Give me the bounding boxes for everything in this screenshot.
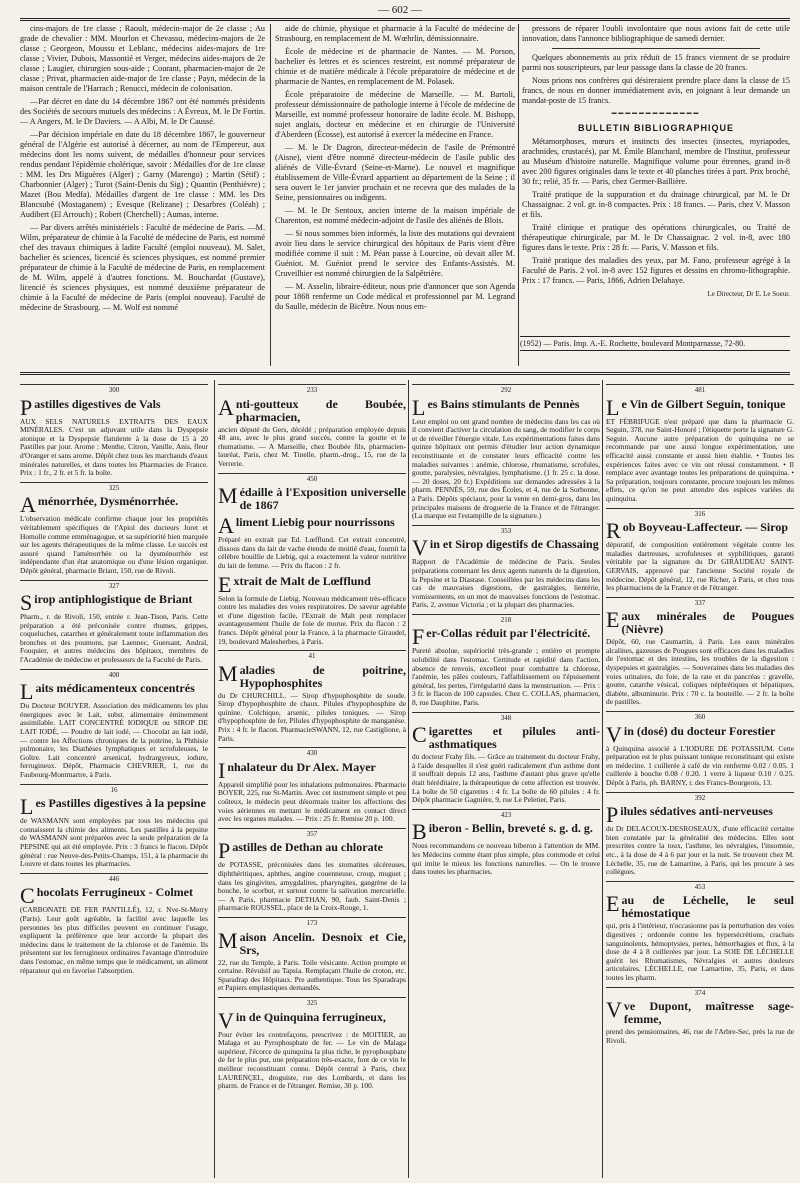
ad-body: de POTASSE, préconisées dans les stomatites ulcéreuses, diphthéritiques, aphthes, angine couenneuse, croup, muguet ; dans les gingivites, amygdalites, pharyngites, gangrène de la bouche, le scorbut, et surtout contre la salivation mercurielle. — A Paris, pharmacie DETHAN, 90, faub. Saint-Denis ; pharmacie ROUSSEL, place de la Croix-Rouge, 1. xyxy=(218,860,406,913)
ad-number: 446 xyxy=(20,873,208,884)
advertisement xyxy=(20,482,208,576)
bibliography-title: BULLETIN BIBLIOGRAPHIQUE xyxy=(578,123,734,133)
ad-body: de WASMANN sont employées par tous les médecins qui connaissent la chimie des aliments. Les pastilles à la pepsine de WASMANN sont préparées avec la seule préparation de la PEPSINE qui ait été employée. Prix : 3 francs le flacon. Dépôt général : rue Neuve-des-Petits-Champs, 151, à la pharmacie du Louvre et dans toutes les pharmacies. xyxy=(20,816,208,869)
ad-number: 316 xyxy=(606,508,794,519)
ad-heading: Extrait de Malt de Lœfflund xyxy=(218,571,371,597)
advertisement xyxy=(218,997,406,1091)
paragraph: — Si nous sommes bien informés, la liste des mutations qui devraient avoir lieu dans le service chirurgical des hôpitaux de Paris vient d'être modifiée comme il suit : M. Péan passe à Lourcine, où devait aller M. Guéniot. M. Guéniot prend le service des Enfants-Assistés. M. Cruveilhier est nommé chirurgien de la Salpêtrière. xyxy=(275,229,515,278)
ad-column-2 xyxy=(218,382,406,1177)
ad-heading: Pilules sédatives anti-nerveuses xyxy=(606,802,773,828)
ad-body: 22, rue du Temple, à Paris. Toile vésicante. Action prompte et certaine. Révulsif au Tapsia. Remplaçant l'huile de croton, etc. Sparadrap des Hôpitaux. Pre authentique. Tous les Sparadraps et Papiers emplastiques demandés. xyxy=(218,957,406,993)
separator xyxy=(552,48,760,49)
ad-body: Pureté absolue, supériorité très-grande ; entière et prompte solubilité dans l'estomac. Certitude et rapidité dans l'action, absence de renvois, excellent pour combattre la chlorose, l'anémie, les pâles couleurs, l'affaiblissement ou l'épuisement général, les pertes, l'irrégularité dans la menstruation. — Prix : 3 fr. le flacon de 100 capsules. Chez C. COLLAS, pharmacien, 8, rue Dauphine, Paris. xyxy=(412,646,600,708)
ad-heading: Inhalateur du Dr Alex. Mayer xyxy=(218,757,376,783)
ad-body: Leur emploi ou ont grand nombre de médecins dans les cas où il convient d'activer la circulation du sang, de modifier le corps et de réveiller l'énergie vitale. Les expérimentations faites dans quinze hôpitaux ont permis d'étudier leur action dynamique reconstituante et de constater leurs efficacité contre les maladies suivantes : anémie, chlorose, rhumatisme, scrofules, goutte, paralysies, névralgies, lymphatisme. (1 fr. 25 c. la dose. — 20 doses, 20 fr.) Expéditions sur demandes adressées à la pharm. PENNÈS, 59, rue des Écoles, et 4, rue de la Sorbonne, à Paris. Dépôts spéciaux, pour la vente en demi-gros, dans les principales maisons de droguerie de la France et de l'étranger. (La marque est l'estampille de la signature.) xyxy=(412,416,600,521)
ad-number: 292 xyxy=(412,384,600,395)
paragraph: Quelques abonnements au prix réduit de 15 francs viennent de se produire parmi nos souscripteurs, par leur passage dans la classe de 20 francs. xyxy=(522,53,790,72)
advertisement xyxy=(20,384,208,478)
ad-heading: Chocolats Ferrugineux - Colmet xyxy=(20,883,193,909)
advertisement xyxy=(20,669,208,780)
advertisement xyxy=(412,384,600,521)
advertisement xyxy=(218,650,406,743)
ad-heading: Cigarettes et pilules anti-asthmatiques xyxy=(412,722,600,752)
ad-body: L'observation médicale confirme chaque jour les propriétés véritablement spécifiques de l'Apiol des docteurs Joret et Homolle comme emménagogue, et sa supériorité bien marquée sur les agents thérapeutiques de la même classe. Le succès est assuré quand l'aménorrhée ou la dysménorrhée est indépendante d'un état anatomique ou d'une lésion organique. Dépôt général, pharmacie Briant, 150, rue de Rivoli. xyxy=(20,514,208,575)
paragraph: cins-majors de 1re classe ; Raoult, médecin-major de 2e classe ; Au grade de chevalier : MM. Mourlon et Chevassu, médecins-majors de 2e classe ; Georgeon, Moussu et Leblanc, médecins aides-majors de 1re classe ; Vivier, Dubois, Massontié et Verger, médecins aides-majors de 2e classe ; Laugier, chirurgien sous-aide ; Courant, pharmacien-major de 2e classe ; Privat, pharmacien aide-major de 1re classe ; Payn, médecin de la maison centrale de l'Harrach ; Renucci, médecin de colonisation. xyxy=(20,24,265,93)
ad-column-4 xyxy=(606,382,794,1177)
advertisement xyxy=(218,384,406,469)
ad-number: 353 xyxy=(412,525,600,536)
ad-number: 218 xyxy=(412,614,600,625)
ad-body: ancien député du Gers, décédé ; préparation employée depuis 48 ans, avec le plus grand succès, contre la goutte et le rhumatisme. — A Marseille, chez Boubée fils, pharmacien-lauréat, Paris, chez M. Tinelle, pharm.-drog., 15, rue de la Verrerie. xyxy=(218,424,406,468)
ad-number: 360 xyxy=(606,711,794,722)
ad-number: 327 xyxy=(20,580,208,591)
ad-heading: Vve Dupont, maîtresse sage-femme, xyxy=(606,997,794,1027)
ad-number: 16 xyxy=(20,784,208,795)
article-column-1 xyxy=(20,24,265,366)
ad-heading: Les Bains stimulants de Pennès xyxy=(412,394,580,420)
page-number: — 602 — xyxy=(378,4,422,16)
ad-number: 173 xyxy=(218,917,406,928)
ad-body: du Dr CHURCHILL. — Sirop d'hypophosphite de soude. Sirop d'hypophosphite de chaux. Pilules d'hypophosphite de quinine. Colchique, arsenic, pilules toniques. — Sirop d'hypophosphite de fer, Pilules d'hypophosphite de manganèse. Prix : 4 fr. le flacon. PharmacieSWANN, 12, rue Castiglione, à Paris. xyxy=(218,690,406,743)
ad-column-3 xyxy=(412,382,600,1177)
ad-body: Du Docteur BOUYER. Association des médicaments les plus énergiques avec le Lait, subst. alimentaire éminemment assimilable. LAIT CONCENTRÉ IODIQUE ou SIROP DE LAIT IODÉ, — Poudre de lait iodé, — Chocolat au lait iodé, — contre les Affections chroniques de la poitrine, la Phthisie pulmonaire, les Diathèses lymphatiques et scrofuleuses, le Goître. Lait concentré arsenical, hydrargyreux, iodure, ferrugineux. Dépôt, Pharmacie CHEVRIER, 1, rue du Faubourg-Montmartre, à Paris. xyxy=(20,701,208,779)
ad-number: 233 xyxy=(218,384,406,395)
article-column-2 xyxy=(275,24,515,366)
biblio-entry: Traité pratique de la suppuration et du drainage chirurgical, par M. le Dr Chassaignac. 2 vol. gr. in-8 compactes. Prix : 18 francs. — Paris, chez V. Masson et fils. xyxy=(522,190,790,219)
advertisement xyxy=(412,614,600,708)
ad-body: Nous recommandons ce nouveau biberon à l'attention de MM. les Médecins comme étant plus simple, plus commode et celui qui imite le mieux les fonctions naturelles. — On le trouve dans toutes les pharmacies. xyxy=(412,841,600,877)
ad-body: du Dr DELACOUX-DESROSEAUX, d'une efficacité certaine bien constatée par la généralité des médecins. Elles sont prescrites contre la toux, l'asthme, les névralgies, l'insomnie, etc., à la dose de 4 à 6 par jour et la nuit. Se trouvent chez M. Léchelle, 35, rue de Lamartine, à Paris, qui les procure à ses collègues. xyxy=(606,824,794,877)
paragraph: École préparatoire de médecine de Marseille. — M. Bartoli, professeur démissionnaire de pathologie interne à l'école de médecine de Marseille, est nommé professeur honoraire de ladite école. M. Bishopp, sujet anglais, docteur en médecine et en chirurgie de l'Université d'Aberdeen (Écosse), est autorisé à exercer la médecine en France. xyxy=(275,90,515,139)
top-rule xyxy=(20,18,790,21)
ad-heading: Les Pastilles digestives à la pepsine xyxy=(20,794,206,820)
ad-body: Rapport de l'Académie de médecine de Paris. Seules préparations contenant les deux agents naturels de la digestion, la Pepsine et la Diastase. Conseillées par les médecins dans les cas de mauvaises digestions, de gastralgies, lientérie, vomissements, en un mot de mauvaises fonctions de l'estomac. Paris, 2, avenue Victoria ; et la plupart des pharmacies. xyxy=(412,557,600,610)
ad-heading: Médaille à l'Exposition universelle de 1867 xyxy=(218,483,406,513)
advertisement xyxy=(20,784,208,869)
column-divider xyxy=(214,380,215,1178)
ad-heading: Maladies de poitrine, Hypophosphites xyxy=(218,660,406,690)
advertisement xyxy=(606,711,794,788)
paragraph: —Par décision impériale en date du 18 décembre 1867, le gouverneur général de l'Algérie est autorisé à décerner, au nom de l'Empereur, aux médecins dont les noms suivent, de médailles d'honneur pour services rendus pendant l'épidémie cholérique, savoir : Médailles d'or de 1re classe : MM. les Drs Miguères (Alger) ; Garny (Marengo) ; Martin (Sétif) ; Charbonnier (Alger) ; Turot (Saint-Denis du Sig) ; Quantin (Penthièvre) ; Mazet (Bou Medfa). Médailles d'argent de 1re classe : MM. les Drs Blancsubé (Mostaganem) ; Evesque (Relizane) ; Desarbres (Coléah) ; Audibert (El Arrouch) ; Robert (Cherchell) ; Aumas, interne. xyxy=(20,130,265,219)
ad-heading: Eaux minérales de Pougues (Nièvre) xyxy=(606,607,794,637)
ad-heading: Sirop antiphlogistique de Briant xyxy=(20,590,193,616)
ad-body: à Quinquina associé à L'IODURE DE POTASSIUM. Cette préparation est le plus puissant tonique reconstituant qui existe en médecine. 1 cuillerée à café de vin renferme 0.02 / 0.05. 1 cuillerée à bouche 0.08 / 0.20. 1 verre à liqueur 0.10 / 0.25. Dépôt à Paris, ph. BARNY, r. des Francs-Bourgeois, 13. xyxy=(606,743,794,787)
ad-heading: Anti-goutteux de Boubée, pharmacien, xyxy=(218,394,406,424)
advertisement xyxy=(20,580,208,665)
ad-column-1 xyxy=(20,382,208,1177)
advertisement xyxy=(20,873,208,975)
ad-heading: Biberon - Bellin, breveté s. g. d. g. xyxy=(412,819,593,845)
paragraph: — M. le Dr Sentoux, ancien interne de la maison impériale de Charenton, est nommé médecin-adjoint de l'asile des aliénés de Blois. xyxy=(275,206,515,225)
ad-heading: Vin de Quinquina ferrugineux, xyxy=(218,1007,386,1033)
advertisements-rule xyxy=(20,372,790,375)
paragraph: pressons de réparer l'oubli involontaire que nous avions fait de cette utile innovation, dans l'annonce bibliographique de samedi dernier. xyxy=(522,24,790,43)
ad-body: du docteur Frahy fils. — Grâce au traitement du docteur Frahy, à l'aide desquelles il s'est guéri radicalement d'un asthme dont il souffrait depuis 12 ans, l'asthme d'autant plus grave qu'elle était héréditaire, la thérapeutique de cette affection est trouvée. La boîte de 50 cigarettes : 4 fr. La boîte de 60 pilules : 4 fr. Dépôt pharmacie Gagnière, 9, rue Le Peletier, Paris. xyxy=(412,752,600,805)
ad-heading: Maison Ancelin. Desnoix et Cie, Srs, xyxy=(218,927,406,957)
advertisement xyxy=(218,513,406,570)
ad-body: Dépôt, 60, rue Caumartin, à Paris. Les eaux minérales alcalines, gazeuses de Pougues sont efficaces dans les maladies de l'estomac et des intestins, les troubles de la digestion : dyspepsies et gastralgies. — Souveraines dans les maladies des voies urinaires, du foie, de la rate et du pancréas : gravelle, goutte, catarrhe vésical, coliques néphrétiques et hépatiques, diabète, albuminurie. Prix : 70 c. la bouteille. — 2 fr. la boîte de pastilles. xyxy=(606,637,794,707)
ad-body: Selon la formule de Liebig. Nouveau médicament très-efficace contre les maladies des voies respiratoires. De saveur agréable et d'une digestion facile, l'Extrait de Malt peut remplacer avantageusement l'huile de foie de morue. Prix du flacon : 2 francs. Dépôt général pour la France, à la pharmacie Giraudel, 19, boulevard Malesherbes, à Paris. xyxy=(218,593,406,646)
biblio-entry: Traité clinique et pratique des opérations chirurgicales, ou Traité de thérapeutique chirurgicale, par M. le Dr Chassaignac. 2 vol. in-8, avec 180 figures dans le texte. Prix : 28 fr. — Paris, V. Masson et fils. xyxy=(522,223,790,252)
paragraph: — Par divers arrêtés ministériels : Faculté de médecine de Paris. —M. Wilm, préparateur de chimie à la Faculté de médecine de Paris, est nommé chef des travaux chimiques à ladite Faculté (emploi nouveau). M. Salet, bachelier ès sciences, licencié ès sciences physiques, est nommé premier préparateur de chimie à la Faculté de médecine de Paris, en remplacement de M. Wilm, appelé à d'autres fonctions. M. Bouchardat (Gustave), licencié ès sciences physiques, est nommé deuxième préparateur de chimie à la Faculté de médecine de Paris (emploi nouveau). Faculté de médecine de Strasbourg. — M. Wolf est nommé xyxy=(20,223,265,312)
gerant-line: Le Directeur, Dr E. Le Soeur. xyxy=(707,290,790,298)
paragraph: —Par décret en date du 14 décembre 1867 ont été nommés présidents des Sociétés de secours mutuels des médecins : A Évreux, M. le Dr Fortin. — A Angers, M. le Dr Daviers. — A Albi, M. le Dr Caussé. xyxy=(20,97,265,126)
article-column-3 xyxy=(522,24,790,334)
ad-number: 41 xyxy=(218,650,406,661)
ad-body: prend des pensionnaires, 46, rue de l'Arbre-Sec, près la rue de Rivoli. xyxy=(606,1027,794,1045)
advertisement xyxy=(606,597,794,707)
advertisement xyxy=(218,473,406,513)
ad-number: 374 xyxy=(606,987,794,998)
paragraph: École de médecine et de pharmacie de Nantes. — M. Porson, bachelier ès lettres et ès sciences restreint, est nommé préparateur de chimie et de matière médicale à l'école préparatoire de médecine et de pharmacie de Nantes, en remplacement de M. Polasek. xyxy=(275,47,515,86)
ad-heading: Aménorrhée, Dysménorrhée. xyxy=(20,492,179,518)
ad-heading: Vin (dosé) du docteur Forestier xyxy=(606,721,776,747)
ad-number: 300 xyxy=(20,384,208,395)
advertisement xyxy=(412,525,600,610)
ad-number: 337 xyxy=(606,597,794,608)
ad-body: Préparé en extrait par Ed. Lœfflund. Cet extrait concentré, dissous dans du lait de vache étendu de moitié d'eau, fournit la célèbre bouillie de Liebig, qui a exactement la valeur nutritive du lait de femme. — Prix du flacon : 2 fr. xyxy=(218,535,406,570)
printer-line: (1952) — Paris. Imp. A.-E. Rochette, boulevard Montparnasse, 72-80. xyxy=(520,336,790,351)
ad-body: Appareil simplifié pour les inhalations pulmonaires. Pharmacie BOYER, 225, rue St-Martin. Avec cet instrument simple et peu coûteux, le médecin peut désormais traiter les affections des voies aériennes en mettant le médicament en contact direct avec les organes malades. — Prix : 25 fr. Remise 20 p. 100. xyxy=(218,779,406,824)
ad-heading: Le Vin de Gilbert Seguin, tonique xyxy=(606,394,786,420)
ad-number: 423 xyxy=(412,809,600,820)
column-divider xyxy=(270,24,271,366)
ad-heading: Laits médicamenteux concentrés xyxy=(20,679,195,705)
paragraph: — M. le Dr Dagron, directeur-médecin de l'asile de Prémontré (Aisne), vient d'être nommé directeur-médecin de l'asile public des aliénés de Ville-Évrard (Seine-et-Marne). Le nouvel et magnifique établissement de Ville-Évrard appartient au département de la Seine ; il sera ouvert le 1er janvier prochain et ne recevra que des malades de la Seine, pensionnaires ou indigents. xyxy=(275,143,515,202)
advertisement xyxy=(606,792,794,877)
ad-number: 400 xyxy=(20,669,208,680)
biblio-entry: Traité pratique des maladies des yeux, par M. Fano, professeur agrégé à la Faculté de Paris. 2 vol. in-8 avec 152 figures et dessins en chromo-lithographie. Prix : 17 francs. — Paris, 1866, Adrien Delahaye. xyxy=(522,256,790,285)
ad-body: Pharm., r. de Rivoli, 150, entrée r. Jean-Tison, Paris. Cette préparation a été préconisée contre rhumes, grippes, coqueluches, catarrhes et généralement toute inflammation des bronches et des poumons, par Laennec, Guersant, Andral, Fouquier, et autres médecins des hôpitaux, membres de l'Académie de médecine et professeurs de la Faculté de Paris. xyxy=(20,612,208,665)
ornament-rule: ━━━━━━━━━━━━━ xyxy=(611,109,701,118)
ad-heading: Fer-Collas réduit par l'électricité. xyxy=(412,624,591,650)
ad-body: qui, pris à l'intérieur, n'occasionne pas la perturbation des voies digestives ; ordonnée contre les hypersécrétions, crachats sanguinolents, hémoptysies, pertes, hémorrhagies et flux, à la dose de 4 à 8 cuillerées par jour. La SOIE DE LÉCHELLE guérit les Rhumatismes, Névralgies et autres douleurs articulaires. LÉCHELLE, rue Lamartine, 35, Paris, et dans toutes les pharm. xyxy=(606,921,794,982)
column-divider xyxy=(518,24,519,366)
paragraph: aide de chimie, physique et pharmacie à la Faculté de médecine de Strasbourg, en remplacement de M. Wœhrlin, démissionnaire. xyxy=(275,24,515,43)
advertisement xyxy=(606,987,794,1046)
advertisement xyxy=(218,747,406,824)
ad-number: 481 xyxy=(606,384,794,395)
ad-body: Pour éviter les contrefaçons, prescrivez : de MOITIER, au Malaga et au Pyrophosphate de fer. — Le vin de Malaga supérieur, l'écorce de quinquina la plus riche, le pyrophosphate de fer le plus pur, une préparation très-exacte, font de ce vin le meilleur reconstituant connu. Dépôt central à Paris, chez LAURENÇEL, droguiste, rue des Lombards, et dans les pharm. de France et de l'étranger. Remise, 30 p. 100. xyxy=(218,1029,406,1091)
column-divider xyxy=(408,380,409,1178)
ad-body: dépuratif, de composition entièrement végétale contre les maladies dartreuses, scrofuleuses et syphilitiques, garanti véritable par la signature du Dr GIRAUDEAU SAINT-GERVAIS, approuvé par l'ancienne Société royale de médecine. Dépôt général, 12, rue Richer, à Paris, et chez tous les pharmaciens de la France et de l'étranger. xyxy=(606,540,794,593)
ad-number: 450 xyxy=(218,473,406,484)
ad-number: 348 xyxy=(412,712,600,723)
paragraph: Nous prions nos confrères qui désireraient prendre place dans la classe de 15 francs, de nous en donner immédiatement avis, en joignant à leur demande un mandat-poste de 15 francs. xyxy=(522,76,790,105)
advertisement xyxy=(606,881,794,983)
ad-heading: Vin et Sirop digestifs de Chassaing xyxy=(412,535,599,561)
advertisement xyxy=(606,508,794,593)
biblio-entry: Métamorphoses, mœurs et instincts des insectes (insectes, myriapodes, arachnides, crustacés), par M. Émile Blanchard, membre de l'Institut, professeur au Muséum d'histoire naturelle. Magnifique volume pour étrennes, grand in-8 avec 200 figures originales dans le texte et 40 planches tirées à part. Prix broché, 30 fr.; relié, 35 fr. — Paris, chez Germer-Baillière. xyxy=(522,137,790,186)
ad-number: 392 xyxy=(606,792,794,803)
ad-body: AUX SELS NATURELS EXTRAITS DES EAUX MINÉRALES. C'est un adjuvant utile dans la Dyspepsie atonique et la Dyspepsie flatulente à la dose de 15 à 20 Pastilles par jour. Arome : Menthe, Citron, Vanille, Anis, fleur d'Oranger et sans arome. Dépôt chez tous les marchands d'eaux minérales naturelles, et dans toutes les Pharmacies de France. Prix : 1 fr., 2 fr. et 5 fr. la boîte. xyxy=(20,416,208,478)
column-divider xyxy=(602,380,603,1178)
ad-number: 357 xyxy=(218,828,406,839)
advertisement xyxy=(412,809,600,877)
ad-heading: Pastilles digestives de Vals xyxy=(20,394,161,420)
ad-heading: Eau de Léchelle, le seul hémostatique xyxy=(606,891,794,921)
ad-number: 325 xyxy=(20,482,208,493)
paragraph: — M. Asselin, libraire-éditeur, nous prie d'annoncer que son Agenda pour 1868 renferme un Code médical et professionnel par M. Legrand du Saulle, médecin de Bicêtre. Nous nous em- xyxy=(275,282,515,311)
advertisement xyxy=(412,712,600,805)
advertisement xyxy=(218,571,406,647)
ad-body: ET FÉBRIFUGE n'est préparé que dans la pharmacie G. Seguin, 378, rue Saint-Honoré ; l'étiquette porte la signature G. Seguin. Aucune autre préparation de quinquina ne se recommande par une aussi longue expérimentation, une efficacité aussi constante et aussi bien établie. • Toutes les expériences faites avec ce vin ont réussi constamment. • Il remplace avec avantage toutes les préparations de quinquina. • Sa préparation, toujours constante, procure toujours les mêmes effets, ce qu'on ne peut attendre des espèces variées du quinquina. xyxy=(606,416,794,503)
ad-heading: Rob Boyveau-Laffecteur. — Sirop xyxy=(606,518,789,544)
ad-heading: Pastilles de Dethan au chlorate xyxy=(218,838,383,864)
advertisement xyxy=(218,828,406,913)
ad-heading: Aliment Liebig pour nourrissons xyxy=(218,513,395,539)
ad-body: (CARBONATE DE FER PANTILLÉ), 12, r. Nve-St-Merry (Paris). Leur goût agréable, la facilité avec laquelle les personnes les plus difficiles peuvent en continuer l'usage, expliquent la préférence que leur accorde la plupart des médecins dans le traitement de la chlorose et de l'anémie. Ils présentent sur les ferrugineux ordinaires l'avantage d'introduire dans l'estomac, en même temps que le médicament, un aliment réparateur qui en favorise l'absorption. xyxy=(20,905,208,975)
ad-number: 430 xyxy=(218,747,406,758)
advertisement xyxy=(606,384,794,504)
advertisement xyxy=(218,917,406,993)
ad-number: 325 xyxy=(218,997,406,1008)
ad-number: 453 xyxy=(606,881,794,892)
